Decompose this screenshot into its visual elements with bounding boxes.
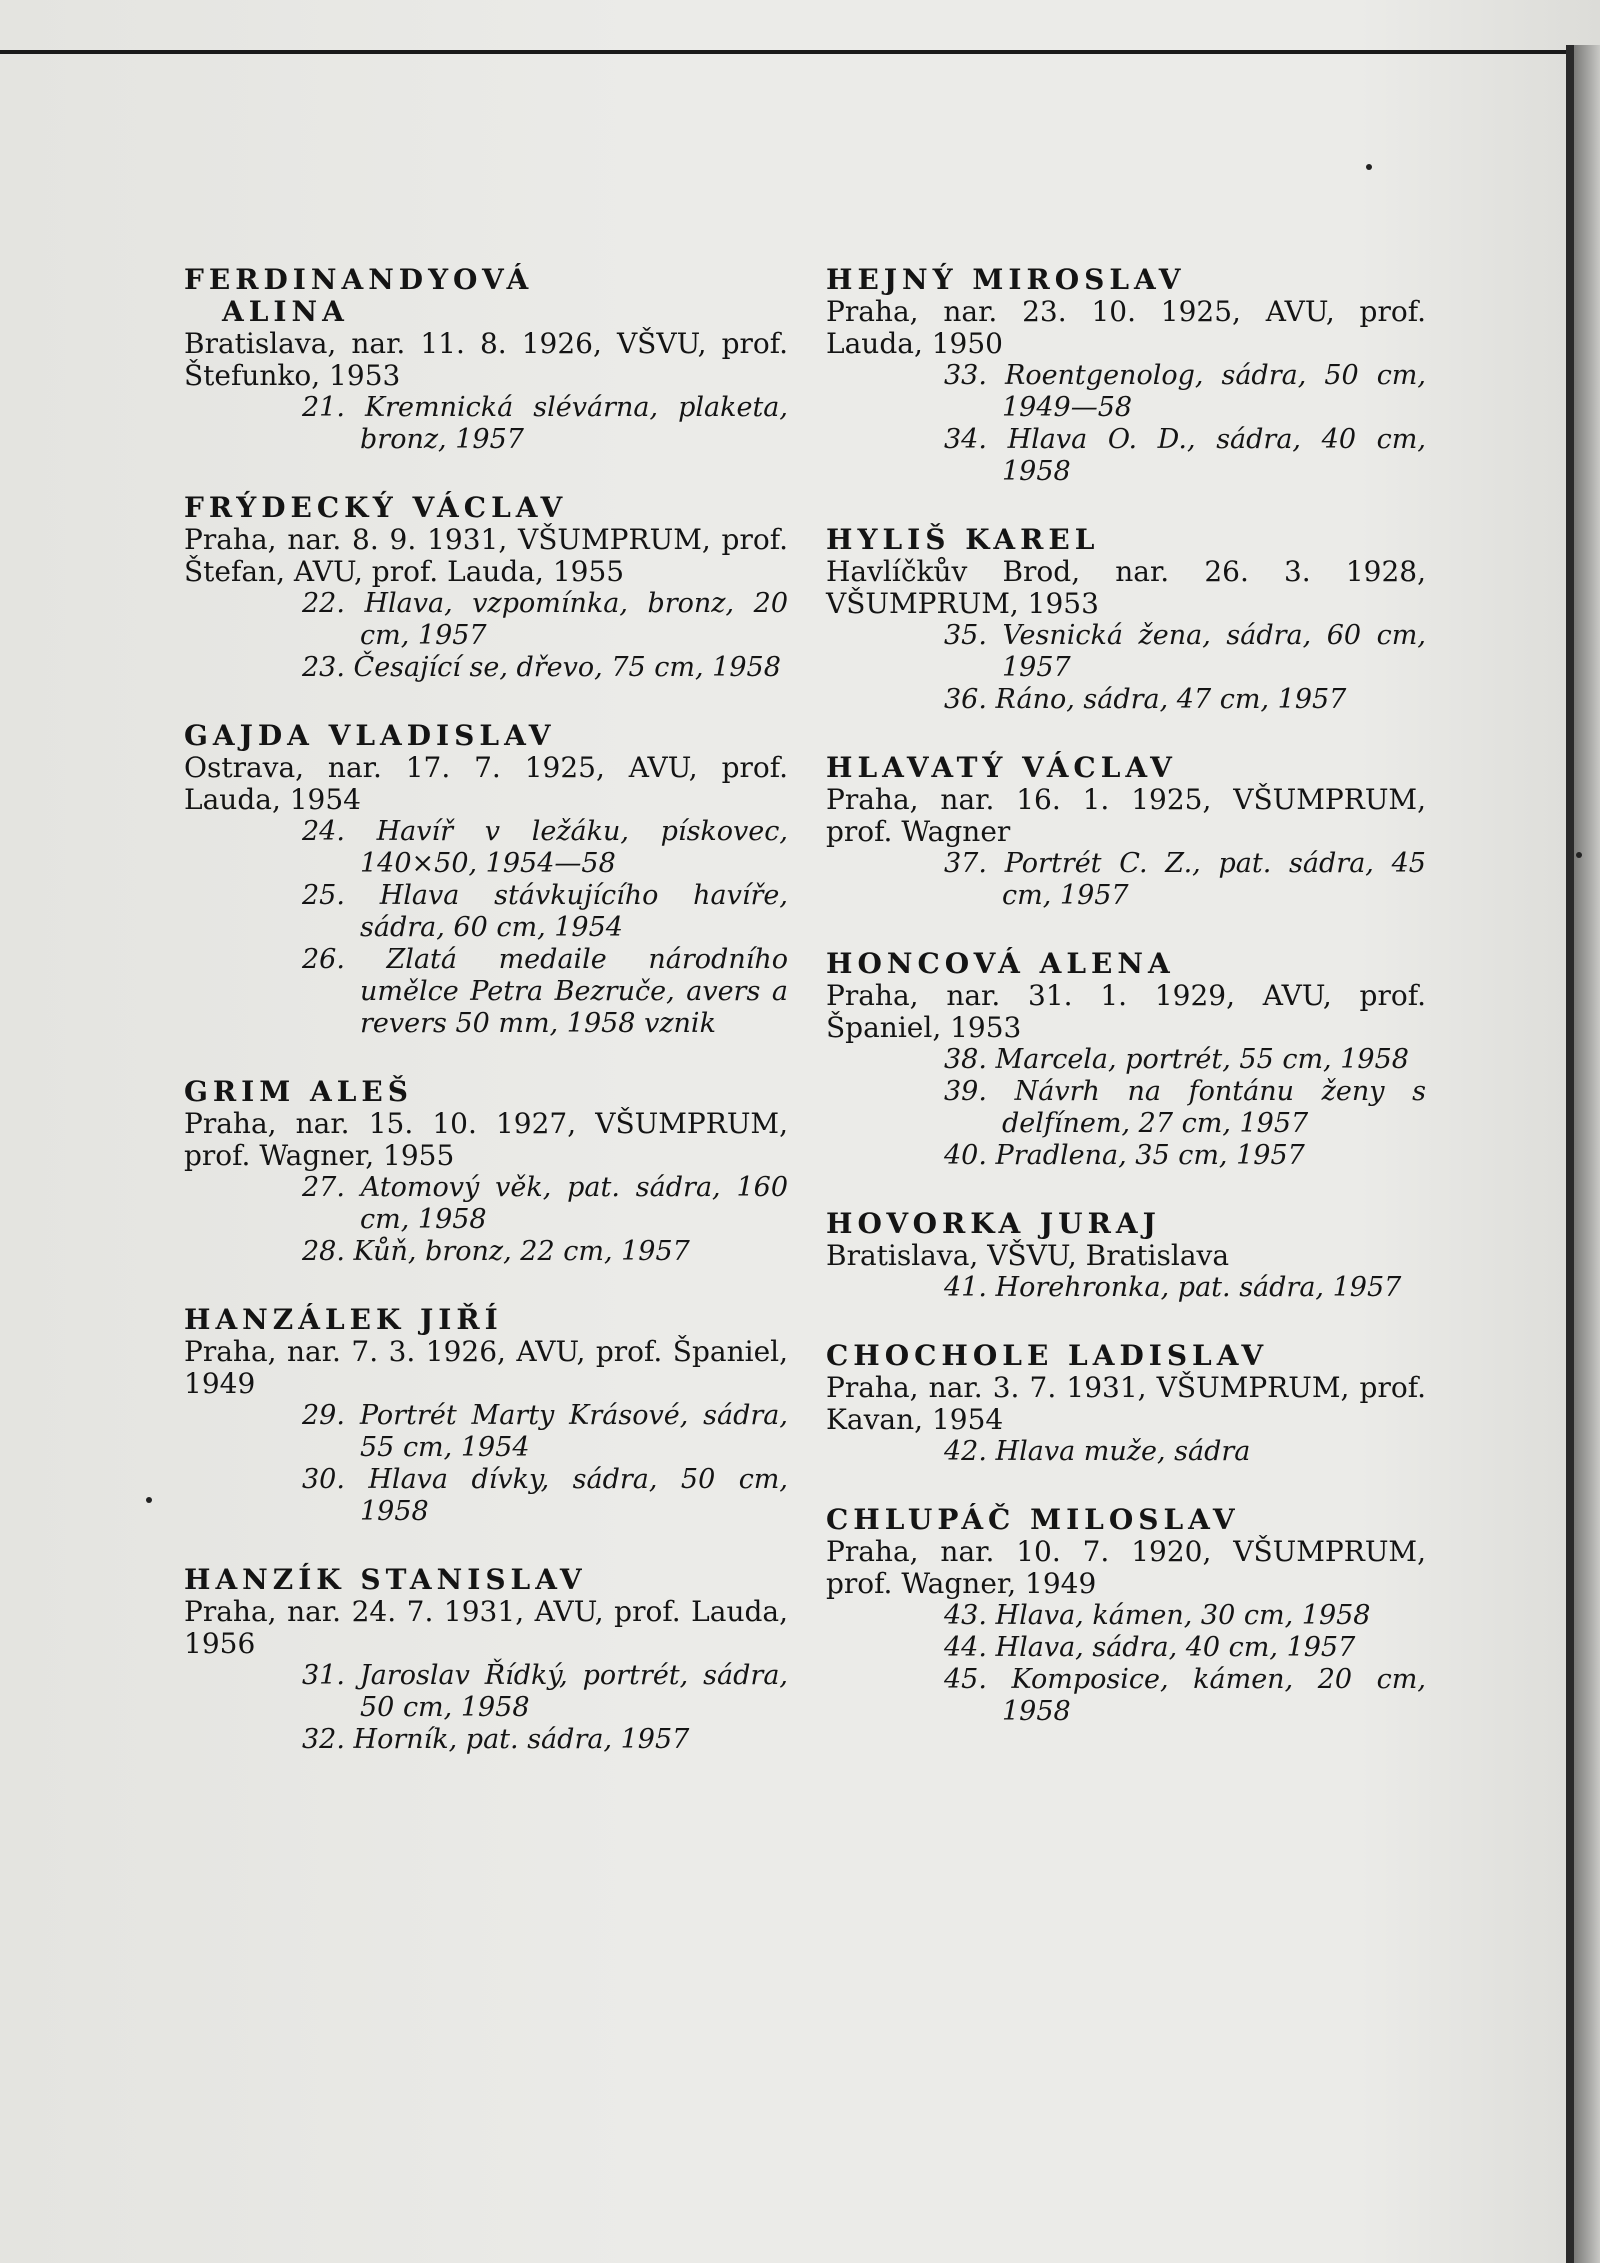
artist-name: HANZÁLEK JIŘÍ xyxy=(184,1303,503,1336)
speck xyxy=(146,1497,152,1503)
work-description: Hlava, sádra, 40 cm, 1957 xyxy=(995,1632,1356,1663)
works-list xyxy=(184,588,788,684)
artist-bio: Praha, nar. 10. 7. 1920, VŠUMPRUM, prof. Wagner, 1949 xyxy=(826,1535,1426,1600)
artist-bio: Praha, nar. 7. 3. 1926, AVU, prof. Španiel, 1949 xyxy=(184,1335,788,1400)
binding-edge xyxy=(1566,45,1574,2263)
work-description: Hlava stávkujícího havíře, sádra, 60 cm, 1954 xyxy=(360,880,788,943)
work-item xyxy=(184,392,788,456)
artist-entry xyxy=(826,264,1426,488)
work-item xyxy=(826,1632,1426,1664)
work-number: 32. xyxy=(302,1724,345,1755)
work-item xyxy=(826,1664,1426,1728)
artist-name: HONCOVÁ ALENA xyxy=(826,947,1175,980)
work-description: Horník, pat. sádra, 1957 xyxy=(353,1724,690,1755)
artist-entry xyxy=(184,720,788,1040)
binding-shadow xyxy=(1574,45,1600,2263)
work-item xyxy=(184,1464,788,1528)
artist-name: GRIM ALEŠ xyxy=(184,1075,413,1108)
work-item xyxy=(826,1272,1426,1304)
work-description: Hlava dívky, sádra, 50 cm, 1958 xyxy=(360,1464,788,1527)
work-item xyxy=(184,880,788,944)
artist-name: HLAVATÝ VÁCLAV xyxy=(826,751,1177,784)
artist-entry xyxy=(184,1076,788,1268)
artist-name: HANZÍK STANISLAV xyxy=(184,1563,587,1596)
work-item xyxy=(184,1724,788,1756)
works-list xyxy=(184,1400,788,1528)
artist-name: CHLUPÁČ MILOSLAV xyxy=(826,1503,1240,1536)
work-item xyxy=(826,848,1426,912)
artist-bio: Ostrava, nar. 17. 7. 1925, AVU, prof. Lauda, 1954 xyxy=(184,751,788,816)
work-number: 29. xyxy=(302,1400,345,1431)
works-list xyxy=(826,620,1426,716)
top-rule xyxy=(0,50,1600,54)
artist-entry xyxy=(826,752,1426,912)
work-item xyxy=(184,944,788,1040)
works-list xyxy=(184,392,788,456)
work-description: Havíř v ležáku, pískovec, 140×50, 1954—58 xyxy=(360,816,788,879)
artist-bio: Praha, nar. 23. 10. 1925, AVU, prof. Lauda, 1950 xyxy=(826,295,1426,360)
work-number: 31. xyxy=(302,1660,345,1691)
works-list xyxy=(826,360,1426,488)
work-number: 41. xyxy=(944,1272,987,1303)
work-number: 45. xyxy=(944,1664,987,1695)
artist-name: GAJDA VLADISLAV xyxy=(184,719,556,752)
work-item xyxy=(184,1172,788,1236)
artist-bio: Praha, nar. 24. 7. 1931, AVU, prof. Lauda, 1956 xyxy=(184,1595,788,1660)
work-number: 38. xyxy=(944,1044,987,1075)
work-description: Komposice, kámen, 20 cm, 1958 xyxy=(1002,1664,1426,1727)
work-number: 37. xyxy=(944,848,987,879)
work-item xyxy=(826,1436,1426,1468)
artist-name: ALINA xyxy=(222,295,349,328)
artist-entry xyxy=(826,524,1426,716)
works-list xyxy=(184,1660,788,1756)
artist-bio: Bratislava, VŠVU, Bratislava xyxy=(826,1239,1230,1272)
work-number: 27. xyxy=(302,1172,345,1203)
works-list xyxy=(184,816,788,1040)
artist-name: FERDINANDYOVÁ xyxy=(184,263,534,296)
work-number: 23. xyxy=(302,652,345,683)
work-description: Pradlena, 35 cm, 1957 xyxy=(995,1140,1305,1171)
work-number: 39. xyxy=(944,1076,987,1107)
work-number: 35. xyxy=(944,620,987,651)
work-item xyxy=(826,1076,1426,1140)
work-description: Hlava muže, sádra xyxy=(995,1436,1251,1467)
speck xyxy=(1576,852,1582,858)
right-column xyxy=(826,264,1426,1764)
work-description: Jaroslav Řídký, portrét, sádra, 50 cm, 1958 xyxy=(359,1660,789,1723)
artist-entry xyxy=(826,1208,1426,1304)
work-description: Ráno, sádra, 47 cm, 1957 xyxy=(995,684,1347,715)
work-description: Vesnická žena, sádra, 60 cm, 1957 xyxy=(1002,620,1426,683)
work-description: Hlava, vzpomínka, bronz, 20 cm, 1957 xyxy=(360,588,788,651)
works-list xyxy=(184,1172,788,1268)
artist-entry xyxy=(184,1564,788,1756)
artist-bio: Bratislava, nar. 11. 8. 1926, VŠVU, prof. Štefunko, 1953 xyxy=(184,327,788,392)
artist-name: HOVORKA JURAJ xyxy=(826,1207,1161,1240)
work-number: 28. xyxy=(302,1236,345,1267)
work-description: Portrét Marty Krásové, sádra, 55 cm, 1954 xyxy=(359,1400,788,1463)
works-list xyxy=(826,1272,1426,1304)
artist-entry xyxy=(184,492,788,684)
work-description: Marcela, portrét, 55 cm, 1958 xyxy=(995,1044,1409,1075)
artist-bio: Praha, nar. 8. 9. 1931, VŠUMPRUM, prof. Štefan, AVU, prof. Lauda, 1955 xyxy=(184,523,788,588)
work-number: 26. xyxy=(302,944,345,975)
works-list xyxy=(826,1044,1426,1172)
work-item xyxy=(184,1236,788,1268)
work-item xyxy=(826,684,1426,716)
artist-bio: Praha, nar. 3. 7. 1931, VŠUMPRUM, prof. Kavan, 1954 xyxy=(826,1371,1426,1436)
works-list xyxy=(826,1600,1426,1728)
artist-name: HYLIŠ KAREL xyxy=(826,523,1100,556)
work-description: Roentgenolog, sádra, 50 cm, 1949—58 xyxy=(1002,360,1426,423)
work-item xyxy=(826,360,1426,424)
artist-name: CHOCHOLE LADISLAV xyxy=(826,1339,1269,1372)
work-description: Hlava O. D., sádra, 40 cm, 1958 xyxy=(1002,424,1426,487)
left-column xyxy=(184,264,788,1792)
work-description: Hlava, kámen, 30 cm, 1958 xyxy=(995,1600,1371,1631)
work-item xyxy=(184,1660,788,1724)
work-item xyxy=(826,1140,1426,1172)
work-description: Portrét C. Z., pat. sádra, 45 cm, 1957 xyxy=(1002,848,1426,911)
work-description: Atomový věk, pat. sádra, 160 cm, 1958 xyxy=(360,1172,788,1235)
artist-entry xyxy=(184,264,788,456)
work-item xyxy=(184,1400,788,1464)
work-description: Česající se, dřevo, 75 cm, 1958 xyxy=(353,652,781,683)
works-list xyxy=(826,848,1426,912)
work-description: Návrh na fontánu ženy s delfínem, 27 cm, 1957 xyxy=(1002,1076,1427,1139)
artist-bio: Praha, nar. 16. 1. 1925, VŠUMPRUM, prof. Wagner xyxy=(826,783,1426,848)
work-description: Kremnická slévárna, plaketa, bronz, 1957 xyxy=(360,392,788,455)
artist-entry xyxy=(826,1340,1426,1468)
work-item xyxy=(826,620,1426,684)
work-item xyxy=(826,1044,1426,1076)
work-number: 22. xyxy=(302,588,345,619)
work-description: Horehronka, pat. sádra, 1957 xyxy=(995,1272,1402,1303)
work-number: 25. xyxy=(302,880,345,911)
work-number: 42. xyxy=(944,1436,987,1467)
speck xyxy=(1366,164,1372,170)
works-list xyxy=(826,1436,1426,1468)
work-number: 40. xyxy=(944,1140,987,1171)
work-number: 44. xyxy=(944,1632,987,1663)
artist-entry xyxy=(826,1504,1426,1728)
artist-name: HEJNÝ MIROSLAV xyxy=(826,263,1186,296)
work-number: 21. xyxy=(302,392,345,423)
artist-name: FRÝDECKÝ VÁCLAV xyxy=(184,491,568,524)
artist-entry xyxy=(184,1304,788,1528)
work-description: Kůň, bronz, 22 cm, 1957 xyxy=(353,1236,690,1267)
artist-bio: Praha, nar. 31. 1. 1929, AVU, prof. Španiel, 1953 xyxy=(826,979,1426,1044)
work-number: 24. xyxy=(302,816,345,847)
work-description: Zlatá medaile národního umělce Petra Bezruče, avers a revers 50 mm, 1958 vznik xyxy=(360,944,788,1039)
artist-bio: Praha, nar. 15. 10. 1927, VŠUMPRUM, prof. Wagner, 1955 xyxy=(184,1107,788,1172)
work-number: 34. xyxy=(944,424,987,455)
work-item xyxy=(826,1600,1426,1632)
artist-entry xyxy=(826,948,1426,1172)
work-item xyxy=(184,816,788,880)
work-number: 43. xyxy=(944,1600,987,1631)
work-number: 30. xyxy=(302,1464,345,1495)
work-number: 36. xyxy=(944,684,987,715)
work-item xyxy=(184,652,788,684)
work-item xyxy=(184,588,788,652)
work-number: 33. xyxy=(944,360,987,391)
artist-bio: Havlíčkův Brod, nar. 26. 3. 1928, VŠUMPRUM, 1953 xyxy=(826,555,1426,620)
work-item xyxy=(826,424,1426,488)
